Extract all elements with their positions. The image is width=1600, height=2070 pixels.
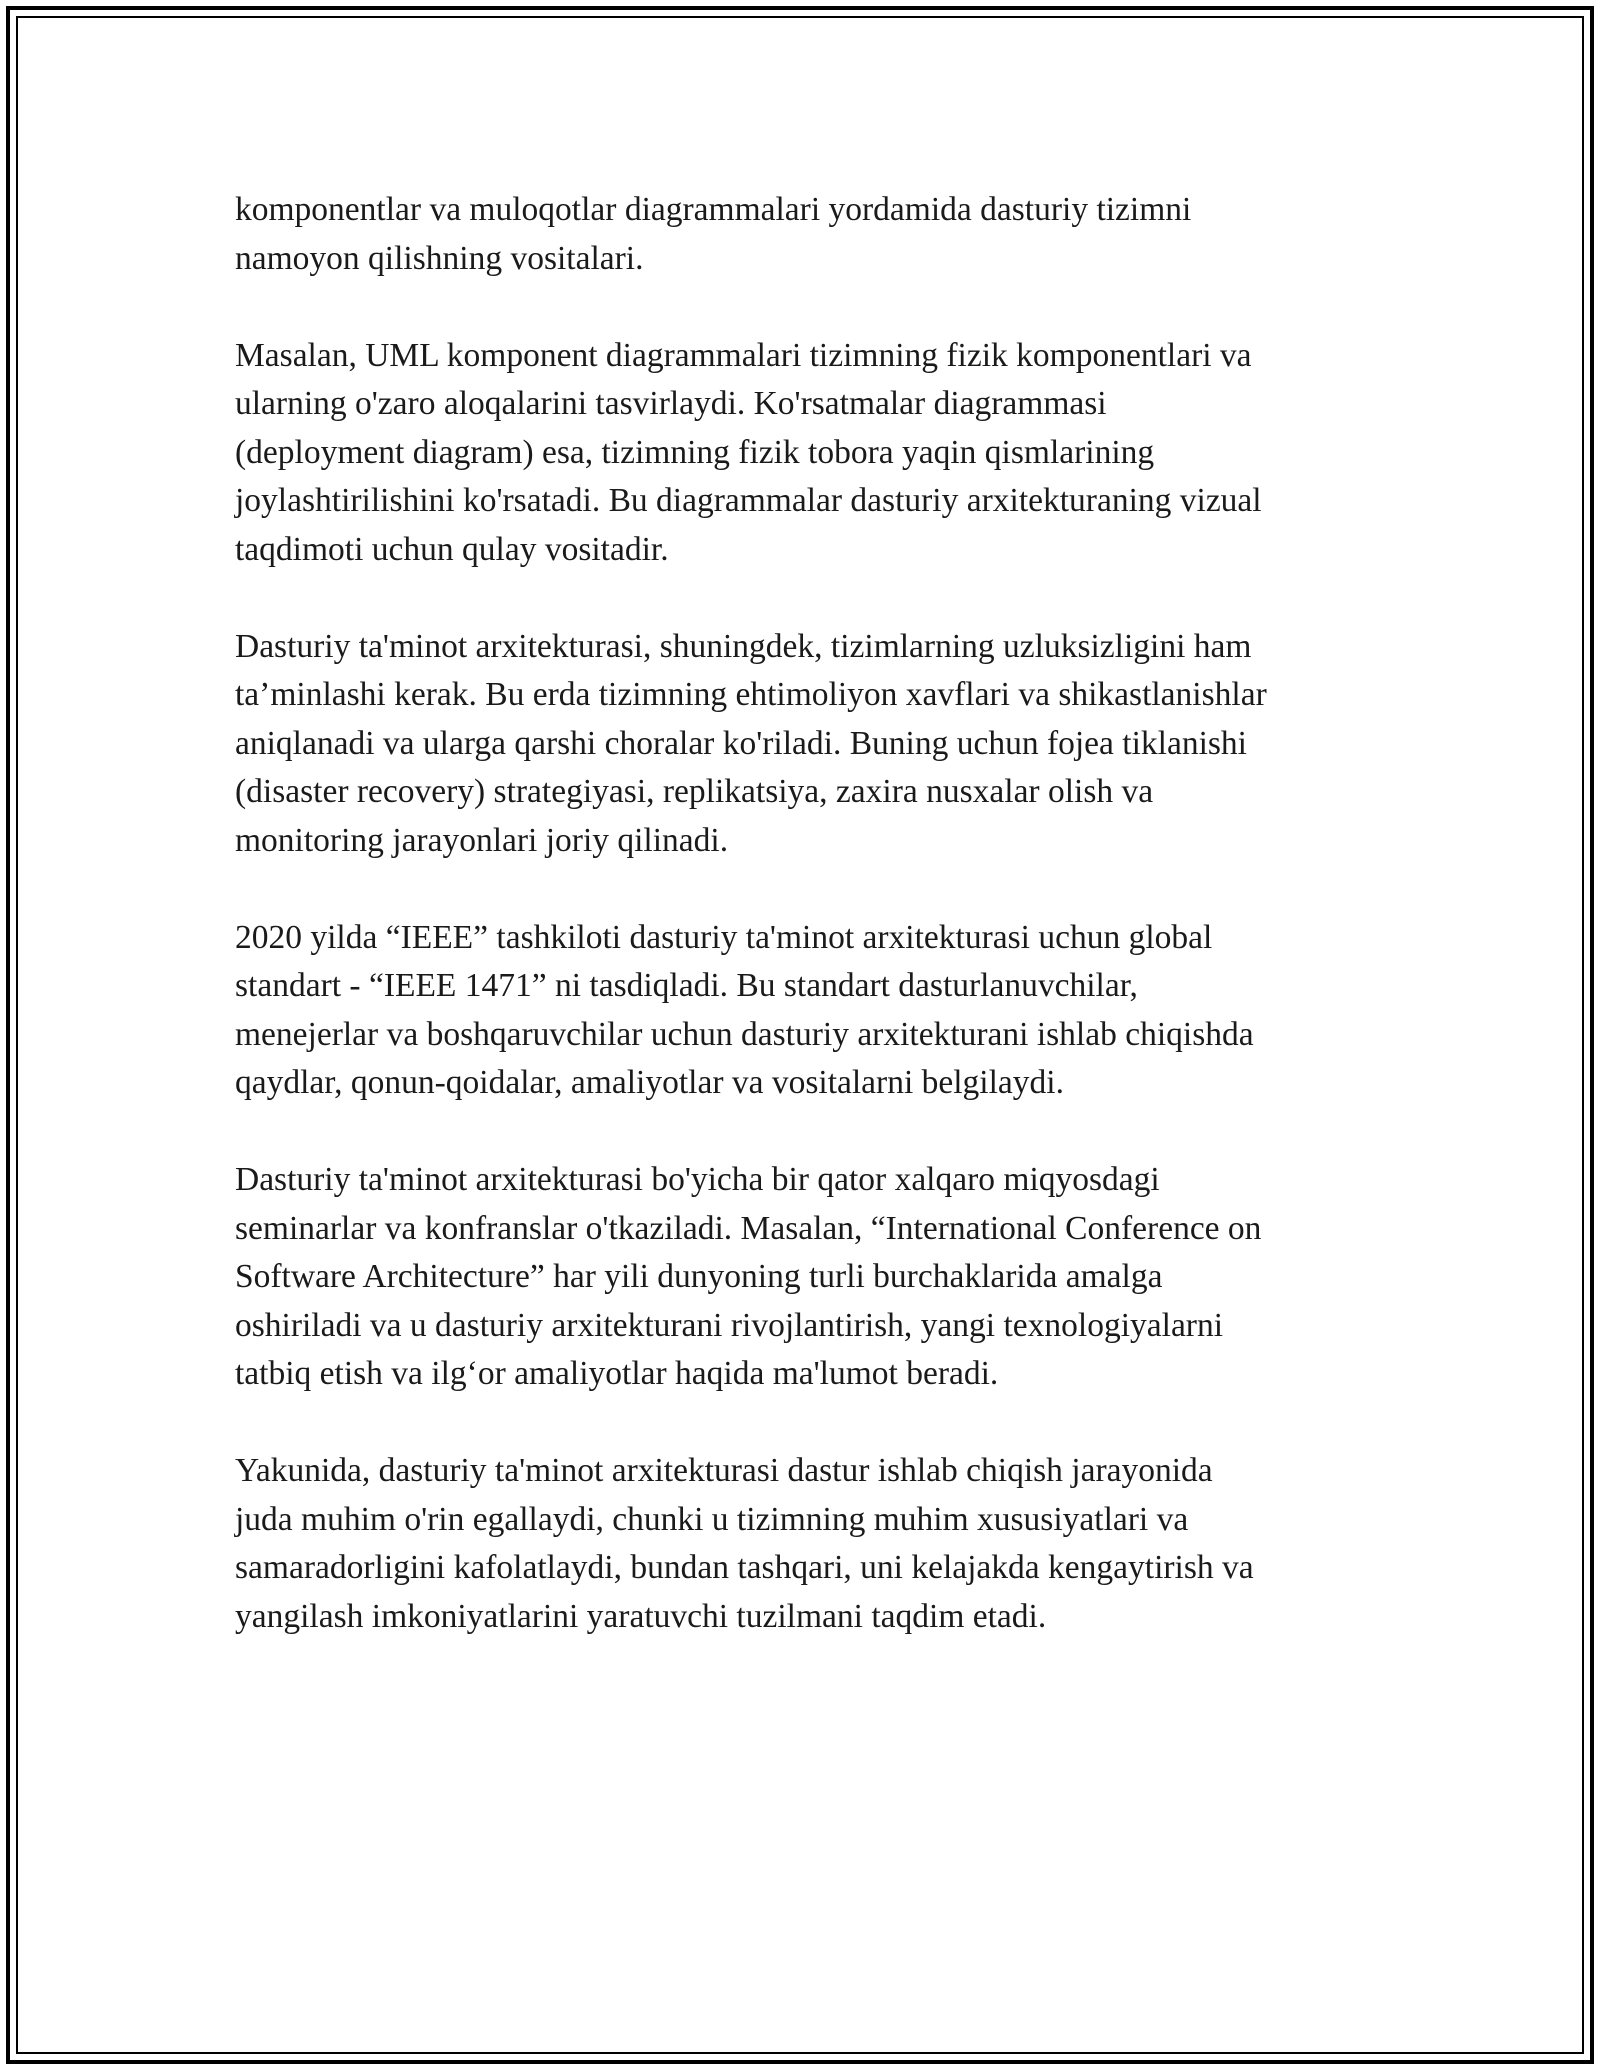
text-line: ularning o'zaro aloqalarini tasvirlaydi. Ko'rsatmalar diagrammasi — [235, 385, 1107, 422]
text-line: taqdimoti uchun qulay vositadir. — [235, 530, 669, 568]
paragraph-2 — [235, 332, 1370, 575]
paragraph-4 — [235, 914, 1370, 1108]
text-line: juda muhim o'rin egallaydi, chunki u tizimning muhim xususiyatlari va — [235, 1500, 1189, 1538]
text-line: Masalan, UML komponent diagrammalari tizimning fizik komponentlari va — [235, 336, 1252, 374]
text-line: (disaster recovery) strategiyasi, replikatsiya, zaxira nusxalar olish va — [235, 773, 1154, 810]
text-line: monitoring jarayonlari joriy qilinadi. — [235, 821, 729, 859]
text-line: Software Architecture” har yili dunyoning turli burchaklarida amalga — [235, 1258, 1163, 1295]
text-line: seminarlar va konfranslar o'tkaziladi. Masalan, “International Conference on — [235, 1209, 1262, 1247]
text-line: (deployment diagram) esa, tizimning fizik tobora yaqin qismlarining — [235, 433, 1155, 471]
paragraph-5 — [235, 1156, 1370, 1399]
text-line: standart - “IEEE 1471” ni tasdiqladi. Bu standart dasturlanuvchilar, — [235, 967, 1138, 1004]
text-line: namoyon qilishning vositalari. — [235, 239, 644, 277]
text-line: oshiriladi va u dasturiy arxitekturani rivojlantirish, yangi texnologiyalarni — [235, 1306, 1224, 1344]
text-line: komponentlar va muloqotlar diagrammalari yordamida dasturiy tizimni — [235, 191, 1192, 228]
text-line: ta’minlashi kerak. Bu erda tizimning ehtimoliyon xavflari va shikastlanishlar — [235, 676, 1267, 713]
text-line: joylashtirilishini ko'rsatadi. Bu diagrammalar dasturiy arxitekturaning vizual — [235, 482, 1262, 519]
text-line: menejerlar va boshqaruvchilar uchun dasturiy arxitekturani ishlab chiqishda — [235, 1015, 1254, 1053]
paragraph-3 — [235, 623, 1370, 866]
text-line: Yakunida, dasturiy ta'minot arxitekturasi dastur ishlab chiqish jarayonida — [235, 1452, 1213, 1489]
text-line: 2020 yilda “IEEE” tashkiloti dasturiy ta'minot arxitekturasi uchun global — [235, 918, 1213, 956]
paragraph-6 — [235, 1447, 1370, 1641]
paragraph-1 — [235, 186, 1370, 283]
text-line: Dasturiy ta'minot arxitekturasi, shuningdek, tizimlarning uzluksizligini ham — [235, 627, 1252, 665]
text-line: yangilash imkoniyatlarini yaratuvchi tuzilmani taqdim etadi. — [235, 1597, 1047, 1635]
text-line: tatbiq etish va ilg‘or amaliyotlar haqida ma'lumot beradi. — [235, 1355, 999, 1392]
document-body — [235, 186, 1370, 1690]
text-line: aniqlanadi va ularga qarshi choralar ko'riladi. Buning uchun fojea tiklanishi — [235, 724, 1247, 762]
text-line: qaydlar, qonun-qoidalar, amaliyotlar va vositalarni belgilaydi. — [235, 1064, 1064, 1101]
text-line: samaradorligini kafolatlaydi, bundan tashqari, uni kelajakda kengaytirish va — [235, 1549, 1254, 1586]
text-line: Dasturiy ta'minot arxitekturasi bo'yicha bir qator xalqaro miqyosdagi — [235, 1161, 1160, 1198]
